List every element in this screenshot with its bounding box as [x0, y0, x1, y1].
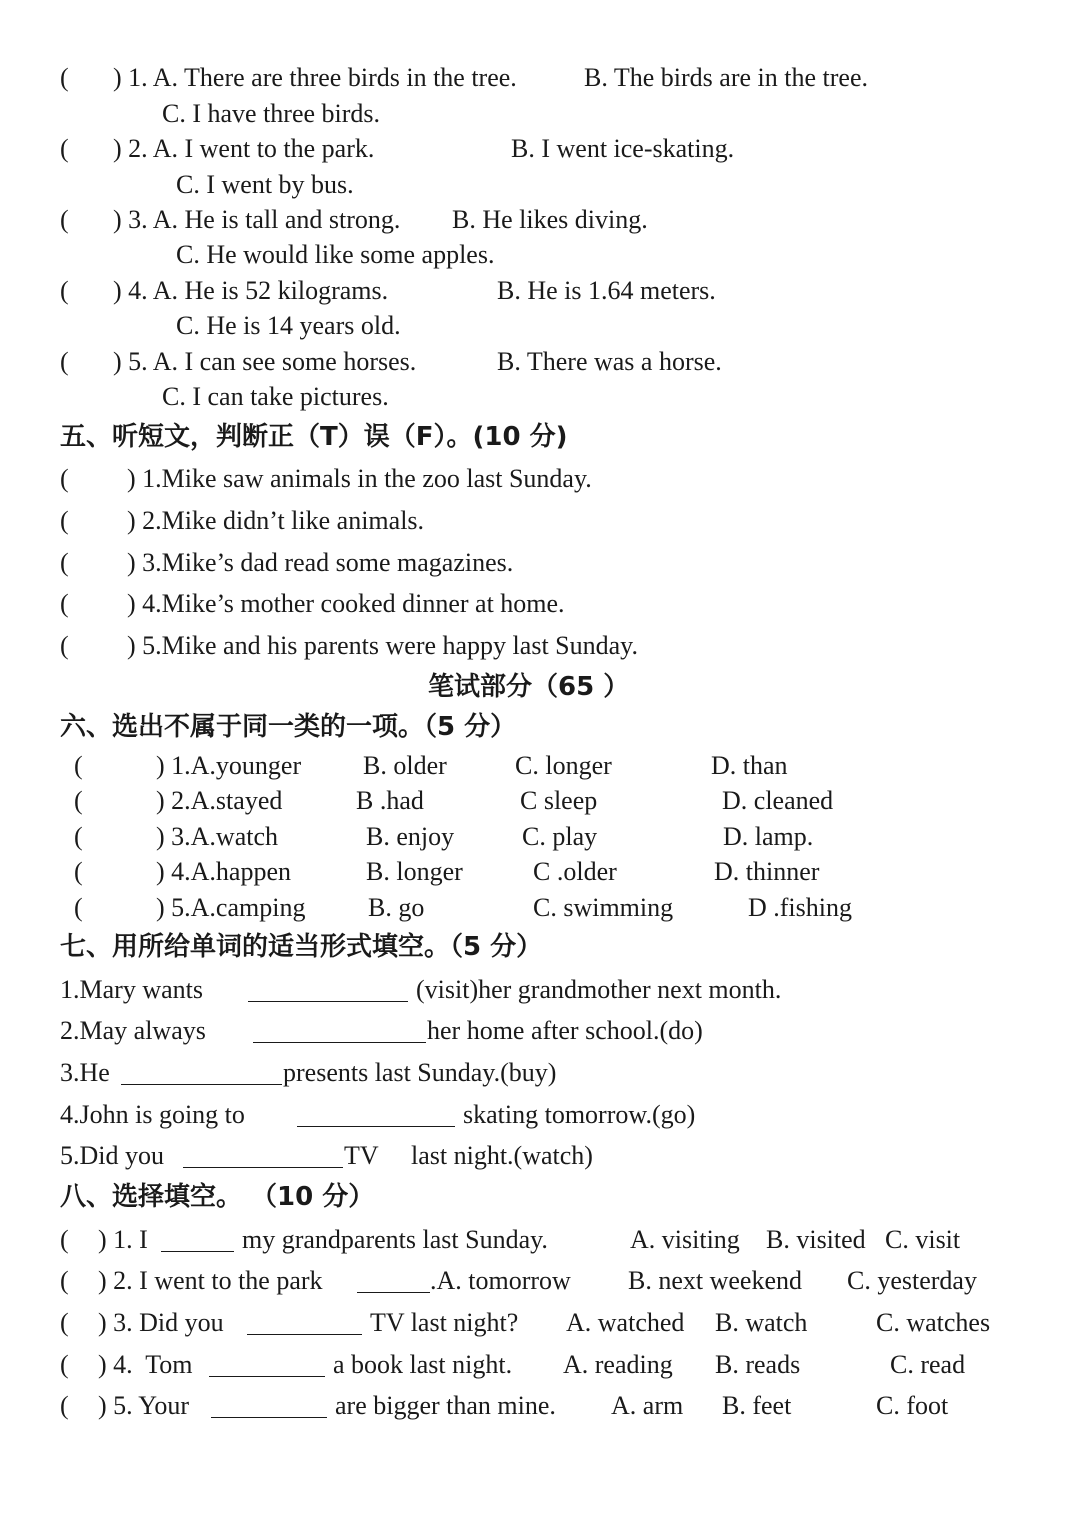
option-c: C. yesterday	[847, 1266, 977, 1295]
option-d: D. than	[711, 751, 788, 780]
option-a: A. visiting	[630, 1225, 740, 1254]
sentence-middle: TV	[344, 1141, 379, 1170]
option-c: C. He would like some apples.	[176, 240, 495, 269]
answer-paren: (	[74, 822, 83, 851]
answer-paren: (	[74, 751, 83, 780]
option-d: D. lamp.	[723, 822, 814, 851]
answer-paren: (	[60, 276, 69, 305]
sentence-end: (visit)her grandmother next month.	[416, 975, 782, 1004]
option-a: ) 3.A.watch	[156, 822, 279, 851]
question-end: TV last night?	[370, 1308, 519, 1337]
answer-paren: (	[60, 589, 69, 618]
answer-blank[interactable]	[253, 1020, 426, 1043]
question-end: are bigger than mine.	[335, 1391, 556, 1420]
option-c: C sleep	[520, 786, 598, 815]
option-a: ) 4.A.happen	[156, 857, 292, 886]
answer-paren: (	[60, 1225, 69, 1254]
option-c: C. longer	[515, 751, 612, 780]
question-text: ) 1. A. There are three birds in the tree.	[113, 63, 517, 92]
question-start: ) 2. I went to the park	[98, 1266, 323, 1295]
answer-blank[interactable]	[247, 1312, 362, 1335]
answer-blank[interactable]	[161, 1229, 234, 1252]
option-b: B. He likes diving.	[452, 205, 648, 234]
question-start: ) 1. I	[98, 1225, 148, 1254]
statement-text: ) 1.Mike saw animals in the zoo last Sunday.	[127, 464, 592, 493]
sentence-start: 2.May always	[60, 1016, 206, 1045]
option-b: B. visited	[766, 1225, 866, 1254]
option-c: C. foot	[876, 1391, 949, 1420]
question-end: my grandparents last Sunday.	[242, 1225, 548, 1254]
question-start: ) 3. Did you	[98, 1308, 224, 1337]
option-c: C. read	[890, 1350, 966, 1379]
answer-paren: (	[60, 205, 69, 234]
option-c: C. He is 14 years old.	[176, 311, 401, 340]
answer-blank[interactable]	[211, 1395, 327, 1418]
option-b: B. next weekend	[628, 1266, 803, 1295]
answer-blank[interactable]	[121, 1062, 282, 1085]
option-a: ) 5.A.camping	[156, 893, 306, 922]
question-text: ) 2. A. I went to the park.	[113, 134, 375, 163]
option-b: B. enjoy	[366, 822, 455, 851]
option-a: A. arm	[611, 1391, 684, 1420]
option-b: B. go	[368, 893, 425, 922]
option-a: ) 2.A.stayed	[156, 786, 283, 815]
option-c: C. play	[522, 822, 598, 851]
answer-paren: (	[60, 1391, 69, 1420]
answer-paren: (	[60, 1350, 69, 1379]
section-heading: 五、听短文，判断正（T）误（F）。(10 分)	[60, 422, 568, 452]
option-c: C. swimming	[533, 893, 674, 922]
option-c: C. visit	[885, 1225, 961, 1254]
statement-text: ) 4.Mike’s mother cooked dinner at home.	[127, 589, 565, 618]
answer-paren: (	[60, 134, 69, 163]
answer-paren: (	[60, 1266, 69, 1295]
option-c: C .older	[533, 857, 617, 886]
option-c: C. I can take pictures.	[162, 382, 389, 411]
answer-blank[interactable]	[183, 1145, 343, 1168]
answer-blank[interactable]	[297, 1104, 455, 1127]
option-b: B. I went ice-skating.	[511, 134, 735, 163]
written-part-heading: 笔试部分（65 ）	[428, 672, 630, 702]
option-d: D. cleaned	[722, 786, 834, 815]
option-b: B. older	[363, 751, 447, 780]
section-heading: 六、选出不属于同一类的一项。（5 分）	[60, 712, 517, 742]
question-text: ) 4. A. He is 52 kilograms.	[113, 276, 389, 305]
statement-text: ) 2.Mike didn’t like animals.	[127, 506, 425, 535]
answer-paren: (	[60, 506, 69, 535]
sentence-start: 5.Did you	[60, 1141, 164, 1170]
option-b: B. longer	[366, 857, 463, 886]
option-d: D .fishing	[748, 893, 852, 922]
statement-text: ) 3.Mike’s dad read some magazines.	[127, 548, 514, 577]
answer-paren: (	[74, 786, 83, 815]
question-start: ) 4. Tom	[98, 1350, 193, 1379]
option-b: B. There was a horse.	[497, 347, 722, 376]
option-a: ) 1.A.younger	[156, 751, 302, 780]
answer-blank[interactable]	[209, 1354, 325, 1377]
sentence-end: presents last Sunday.(buy)	[283, 1058, 557, 1087]
question-end: a book last night.	[333, 1350, 513, 1379]
option-c: C. watches	[876, 1308, 991, 1337]
option-b: B. watch	[715, 1308, 808, 1337]
option-c: C. I went by bus.	[176, 170, 354, 199]
option-a: A. reading	[563, 1350, 673, 1379]
sentence-start: 4.John is going to	[60, 1100, 245, 1129]
answer-paren: (	[60, 631, 69, 660]
sentence-end: skating tomorrow.(go)	[463, 1100, 696, 1129]
option-b: B. The birds are in the tree.	[584, 63, 868, 92]
statement-text: ) 5.Mike and his parents were happy last Sunday.	[127, 631, 638, 660]
sentence-start: 1.Mary wants	[60, 975, 203, 1004]
answer-paren: (	[74, 857, 83, 886]
question-end: .A. tomorrow	[430, 1266, 571, 1295]
option-b: B. feet	[722, 1391, 792, 1420]
section-heading: 八、选择填空。 （10 分）	[60, 1182, 375, 1212]
option-b: B. He is 1.64 meters.	[497, 276, 716, 305]
section-heading: 七、用所给单词的适当形式填空。（5 分）	[60, 932, 543, 962]
answer-paren: (	[74, 893, 83, 922]
option-b: B .had	[356, 786, 424, 815]
sentence-end: last night.(watch)	[411, 1141, 593, 1170]
option-d: D. thinner	[714, 857, 820, 886]
answer-paren: (	[60, 347, 69, 376]
question-text: ) 5. A. I can see some horses.	[113, 347, 417, 376]
answer-paren: (	[60, 63, 69, 92]
sentence-end: her home after school.(do)	[427, 1016, 703, 1045]
answer-paren: (	[60, 548, 69, 577]
option-a: A. watched	[566, 1308, 685, 1337]
answer-paren: (	[60, 464, 69, 493]
question-start: ) 5. Your	[98, 1391, 190, 1420]
question-text: ) 3. A. He is tall and strong.	[113, 205, 401, 234]
option-c: C. I have three birds.	[162, 99, 381, 128]
answer-paren: (	[60, 1308, 69, 1337]
sentence-start: 3.He	[60, 1058, 110, 1087]
option-b: B. reads	[715, 1350, 801, 1379]
answer-blank[interactable]	[248, 979, 408, 1002]
answer-blank[interactable]	[357, 1270, 430, 1293]
